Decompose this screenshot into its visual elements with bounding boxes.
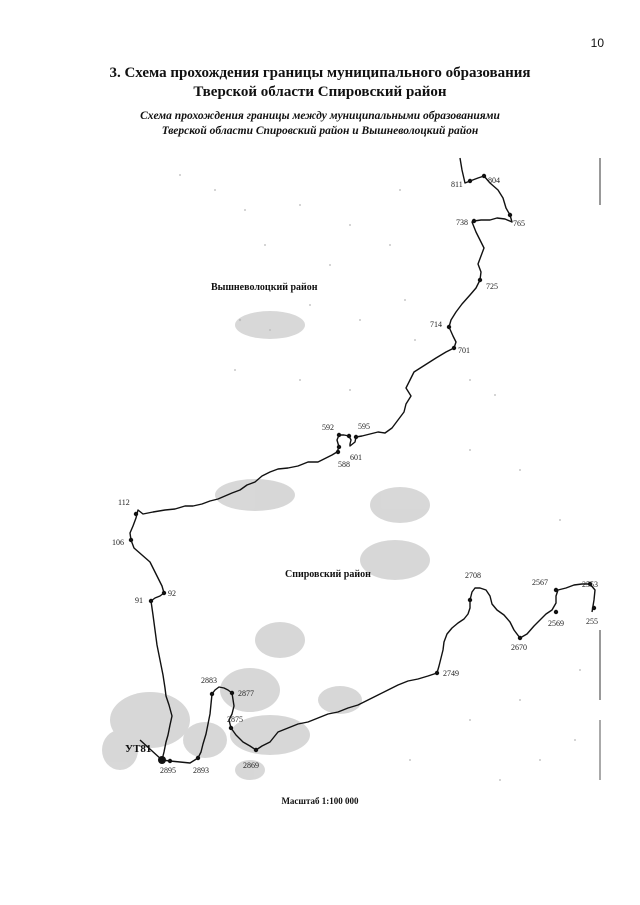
point-label: 112 xyxy=(118,498,130,507)
point-label: 2553 xyxy=(582,580,598,589)
point-label: 2877 xyxy=(238,689,254,698)
point-labels xyxy=(112,176,598,775)
point-label: 91 xyxy=(135,596,143,605)
point-label: 2708 xyxy=(465,571,481,580)
point-label: 2875 xyxy=(227,715,243,724)
point-label: 2895 xyxy=(160,766,176,775)
region-label-spirovsky: Спировский район xyxy=(285,569,371,580)
subtitle-line-1: Схема прохождения границы между муниципальными образованиями xyxy=(140,110,500,122)
region-label-vyshnevolotsky: Вышневолоцкий район xyxy=(211,282,318,293)
page-number: 10 xyxy=(590,36,604,50)
point-label: 2893 xyxy=(193,766,209,775)
point-label: 92 xyxy=(168,589,176,598)
point-label: 811 xyxy=(451,180,463,189)
point-label: 2749 xyxy=(443,669,459,678)
point-label: 714 xyxy=(430,320,442,329)
map-scale: Масштаб 1:100 000 xyxy=(281,796,359,806)
point-label: 255 xyxy=(586,617,598,626)
point-label: 106 xyxy=(112,538,124,547)
point-label: 601 xyxy=(350,453,362,462)
shaded-areas xyxy=(102,311,430,780)
boundary-line xyxy=(130,158,595,763)
point-label: 738 xyxy=(456,218,468,227)
start-point-marker xyxy=(158,756,166,764)
point-label: 2569 xyxy=(548,619,564,628)
boundary-vertices xyxy=(129,174,596,763)
point-label: 804 xyxy=(488,176,500,185)
start-point-label: УТ81 xyxy=(125,743,152,755)
title-line-1: 3. Схема прохождения границы муниципального образования xyxy=(109,65,531,81)
point-label: 2567 xyxy=(532,578,548,587)
point-label: 595 xyxy=(358,422,370,431)
point-label: 2869 xyxy=(243,761,259,770)
subtitle-line-2: Тверской области Спировский район и Вышневолоцкий район xyxy=(161,125,479,137)
point-label: 765 xyxy=(513,219,525,228)
point-label: 2670 xyxy=(511,643,527,652)
title-line-2: Тверской области Спировский район xyxy=(193,84,447,100)
point-label: 725 xyxy=(486,282,498,291)
point-label: 588 xyxy=(338,460,350,469)
point-label: 592 xyxy=(322,423,334,432)
point-label: 2883 xyxy=(201,676,217,685)
point-label: 701 xyxy=(458,346,470,355)
